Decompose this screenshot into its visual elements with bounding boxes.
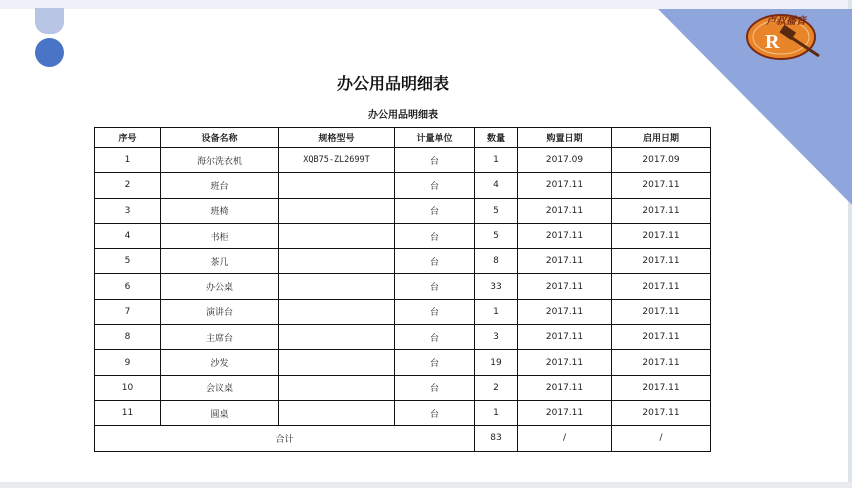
total-purchase-date: / xyxy=(518,426,612,451)
cell-quantity: 19 xyxy=(475,350,518,375)
table-row xyxy=(95,249,711,274)
table-header-row xyxy=(95,128,711,148)
cell-index: 4 xyxy=(95,223,161,248)
cell-quantity: 33 xyxy=(475,274,518,299)
cell-device-name: 主席台 xyxy=(161,325,279,350)
cell-device-name: 班台 xyxy=(161,173,279,198)
cell-start-date: 2017.11 xyxy=(612,223,711,248)
cell-model xyxy=(279,400,395,425)
total-label: 合计 xyxy=(95,426,475,451)
table-row xyxy=(95,400,711,425)
cell-start-date: 2017.11 xyxy=(612,375,711,400)
cell-device-name: 圆桌 xyxy=(161,400,279,425)
cell-model xyxy=(279,249,395,274)
header-purchase-date: 购置日期 xyxy=(518,128,612,148)
table-row xyxy=(95,223,711,248)
cell-quantity: 5 xyxy=(475,198,518,223)
decorative-tab-shape xyxy=(35,8,64,34)
cell-start-date: 2017.11 xyxy=(612,325,711,350)
cell-unit: 台 xyxy=(395,325,475,350)
cell-quantity: 1 xyxy=(475,148,518,173)
cell-model xyxy=(279,299,395,324)
table-row xyxy=(95,148,711,173)
cell-unit: 台 xyxy=(395,173,475,198)
cell-index: 2 xyxy=(95,173,161,198)
cell-quantity: 4 xyxy=(475,173,518,198)
table-caption: 办公用品明细表 xyxy=(368,110,438,121)
cell-device-name: 茶几 xyxy=(161,249,279,274)
header-model: 规格型号 xyxy=(279,128,395,148)
cell-unit: 台 xyxy=(395,400,475,425)
cell-device-name: 演讲台 xyxy=(161,299,279,324)
cell-start-date: 2017.09 xyxy=(612,148,711,173)
header-start-date: 启用日期 xyxy=(612,128,711,148)
cell-start-date: 2017.11 xyxy=(612,400,711,425)
logo-text: 卢叔播音 xyxy=(766,16,806,27)
cell-purchase-date: 2017.11 xyxy=(518,223,612,248)
cell-start-date: 2017.11 xyxy=(612,249,711,274)
cell-purchase-date: 2017.11 xyxy=(518,325,612,350)
cell-start-date: 2017.11 xyxy=(612,299,711,324)
cell-unit: 台 xyxy=(395,249,475,274)
cell-unit: 台 xyxy=(395,350,475,375)
total-start-date: / xyxy=(612,426,711,451)
table-body xyxy=(95,148,711,426)
cell-quantity: 8 xyxy=(475,249,518,274)
cell-purchase-date: 2017.11 xyxy=(518,173,612,198)
cell-model xyxy=(279,223,395,248)
header-index: 序号 xyxy=(95,128,161,148)
cell-quantity: 1 xyxy=(475,299,518,324)
cell-model xyxy=(279,173,395,198)
cell-index: 8 xyxy=(95,325,161,350)
cell-purchase-date: 2017.11 xyxy=(518,198,612,223)
cell-device-name: 海尔洗衣机 xyxy=(161,148,279,173)
header-quantity: 数量 xyxy=(475,128,518,148)
page-title: 办公用品明细表 xyxy=(336,74,449,93)
cell-unit: 台 xyxy=(395,198,475,223)
cell-purchase-date: 2017.11 xyxy=(518,299,612,324)
cell-index: 10 xyxy=(95,375,161,400)
cell-model xyxy=(279,375,395,400)
header-device-name: 设备名称 xyxy=(161,128,279,148)
cell-purchase-date: 2017.11 xyxy=(518,400,612,425)
cell-device-name: 会议桌 xyxy=(161,375,279,400)
table-total-row xyxy=(95,426,711,451)
cell-device-name: 班椅 xyxy=(161,198,279,223)
header-unit: 计量单位 xyxy=(395,128,475,148)
table-row xyxy=(95,198,711,223)
table-row xyxy=(95,325,711,350)
decorative-circle-shape xyxy=(35,38,64,67)
cell-start-date: 2017.11 xyxy=(612,173,711,198)
cell-purchase-date: 2017.11 xyxy=(518,249,612,274)
bottom-frame-strip xyxy=(0,482,852,488)
table-row xyxy=(95,375,711,400)
cell-quantity: 1 xyxy=(475,400,518,425)
svg-text:R: R xyxy=(765,31,780,53)
office-supplies-table xyxy=(94,127,711,452)
cell-model xyxy=(279,350,395,375)
cell-model xyxy=(279,198,395,223)
cell-purchase-date: 2017.09 xyxy=(518,148,612,173)
table-row xyxy=(95,350,711,375)
cell-start-date: 2017.11 xyxy=(612,198,711,223)
cell-quantity: 2 xyxy=(475,375,518,400)
cell-model xyxy=(279,274,395,299)
table-row xyxy=(95,299,711,324)
cell-index: 5 xyxy=(95,249,161,274)
cell-device-name: 书柜 xyxy=(161,223,279,248)
cell-purchase-date: 2017.11 xyxy=(518,375,612,400)
cell-model: XQB75-ZL2699T xyxy=(279,148,395,173)
cell-index: 6 xyxy=(95,274,161,299)
cell-device-name: 沙发 xyxy=(161,350,279,375)
cell-quantity: 5 xyxy=(475,223,518,248)
cell-quantity: 3 xyxy=(475,325,518,350)
cell-unit: 台 xyxy=(395,223,475,248)
cell-index: 9 xyxy=(95,350,161,375)
cell-unit: 台 xyxy=(395,274,475,299)
cell-purchase-date: 2017.11 xyxy=(518,350,612,375)
table-row xyxy=(95,173,711,198)
cell-index: 7 xyxy=(95,299,161,324)
cell-device-name: 办公桌 xyxy=(161,274,279,299)
cell-start-date: 2017.11 xyxy=(612,274,711,299)
total-quantity: 83 xyxy=(475,426,518,451)
cell-index: 11 xyxy=(95,400,161,425)
cell-start-date: 2017.11 xyxy=(612,350,711,375)
cell-unit: 台 xyxy=(395,375,475,400)
cell-unit: 台 xyxy=(395,148,475,173)
cell-unit: 台 xyxy=(395,299,475,324)
cell-index: 1 xyxy=(95,148,161,173)
cell-purchase-date: 2017.11 xyxy=(518,274,612,299)
cell-index: 3 xyxy=(95,198,161,223)
cell-model xyxy=(279,325,395,350)
table-row xyxy=(95,274,711,299)
